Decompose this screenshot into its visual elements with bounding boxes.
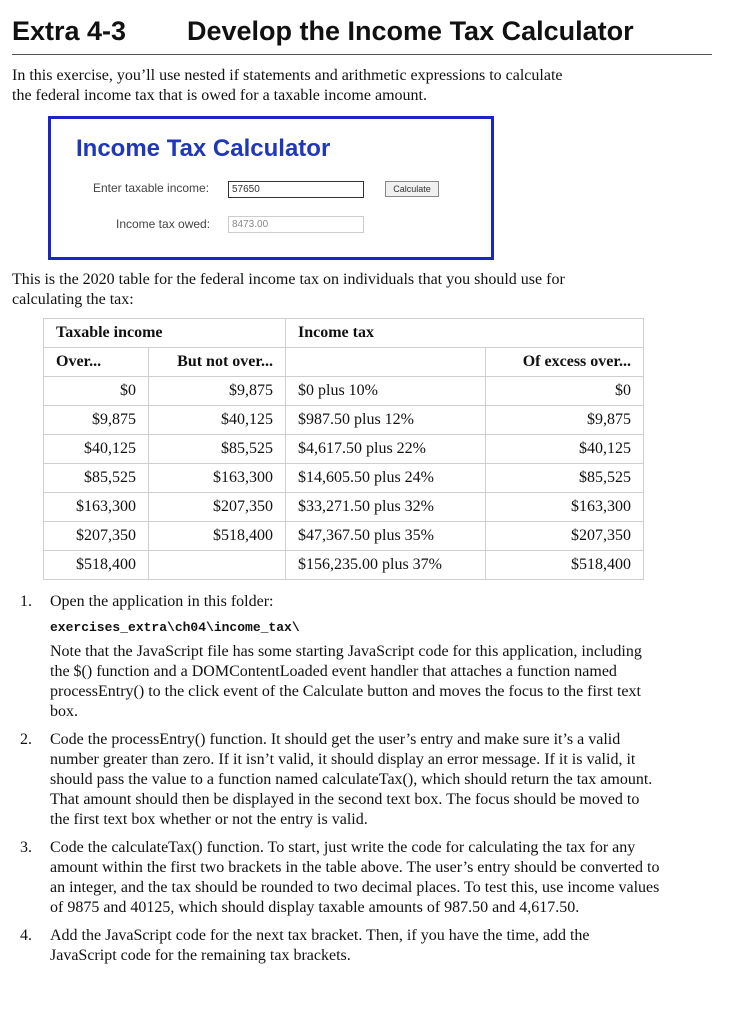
step-text: Add the JavaScript code for the next tax bracket. Then, if you have the time, add the JavaScript code for the remaining tax brackets.	[50, 927, 590, 964]
table-row	[44, 377, 644, 406]
table-row	[44, 406, 644, 435]
not-over-cell: $518,400	[149, 522, 286, 551]
exercise-number: Extra 4-3	[12, 16, 127, 46]
step-text: Code the calculateTax() function. To start, just write the code for calculating the tax for any amount within the first two brackets in the table above. The user’s entry should be converted to an integer, and the tax should be rounded to two decimal places. To test this, use income values of 9875 and 40125, which should display taxable amounts of 987.50 and 4,617.50.	[50, 839, 660, 916]
calculate-button[interactable]: Calculate	[385, 181, 439, 197]
tax-cell: $156,235.00 plus 37%	[286, 551, 486, 580]
not-over-cell: $207,350	[149, 493, 286, 522]
over-cell: $40,125	[44, 435, 149, 464]
income-tax-calculator-app	[48, 116, 494, 260]
step-4	[20, 926, 660, 966]
step-text: Code the processEntry() function. It should get the user’s entry and make sure it’s a valid number greater than zero. If it isn’t valid, it should display an error message. If it is valid, it should pass the value to a function named calculateTax(), which should return the tax amount. That amount should then be displayed in the second text box. The focus should be moved to the first text box whether or not the entry is valid.	[50, 731, 653, 828]
tax-cell: $987.50 plus 12%	[286, 406, 486, 435]
over-column-header: Over...	[44, 348, 149, 377]
income-label: Enter taxable income:	[93, 181, 210, 195]
tax-owed-output	[228, 216, 364, 233]
exercise-title: Develop the Income Tax Calculator	[187, 16, 634, 46]
table-group-header-row	[44, 319, 644, 348]
tax-cell: $33,271.50 plus 32%	[286, 493, 486, 522]
table-intro-paragraph: This is the 2020 table for the federal income tax on individuals that you should use for calculating the tax:	[12, 271, 565, 308]
excess-cell: $518,400	[486, 551, 644, 580]
not-over-cell: $9,875	[149, 377, 286, 406]
not-over-cell: $163,300	[149, 464, 286, 493]
not-over-cell: $85,525	[149, 435, 286, 464]
instruction-steps	[20, 592, 660, 974]
not-over-column-header: But not over...	[149, 348, 286, 377]
intro-paragraph: In this exercise, you’ll use nested if statements and arithmetic expressions to calculate the federal income tax that is owed for a taxable income amount.	[12, 67, 563, 104]
step-text: Open the application in this folder:	[50, 593, 274, 610]
over-cell: $85,525	[44, 464, 149, 493]
taxable-income-input[interactable]	[228, 181, 364, 198]
table-row	[44, 493, 644, 522]
over-cell: $207,350	[44, 522, 149, 551]
tax-owed-label: Income tax owed:	[116, 217, 211, 231]
over-cell: $9,875	[44, 406, 149, 435]
step-number: 1.	[20, 593, 32, 610]
table-row	[44, 522, 644, 551]
step-2	[20, 730, 660, 830]
excess-cell: $0	[486, 377, 644, 406]
excess-cell: $207,350	[486, 522, 644, 551]
over-cell: $163,300	[44, 493, 149, 522]
tax-cell: $47,367.50 plus 35%	[286, 522, 486, 551]
tax-cell: $14,605.50 plus 24%	[286, 464, 486, 493]
tax-cell: $0 plus 10%	[286, 377, 486, 406]
table-row	[44, 551, 644, 580]
step-number: 2.	[20, 731, 32, 748]
heading-rule	[12, 54, 712, 55]
not-over-cell	[149, 551, 286, 580]
step-note: Note that the JavaScript file has some starting JavaScript code for this application, including the $() function and a DOMContentLoaded event handler that attaches a function named processEntry() to the click event of the Calculate button and moves the focus to the first text box.	[50, 643, 642, 720]
excess-cell: $9,875	[486, 406, 644, 435]
tax-column-header	[286, 348, 486, 377]
step-3	[20, 838, 660, 918]
over-cell: $0	[44, 377, 149, 406]
exercise-heading	[12, 16, 712, 47]
step-1	[20, 592, 660, 722]
over-cell: $518,400	[44, 551, 149, 580]
folder-path: exercises_extra\ch04\income_tax\	[50, 620, 300, 635]
not-over-cell: $40,125	[149, 406, 286, 435]
excess-cell: $40,125	[486, 435, 644, 464]
table-column-header-row	[44, 348, 644, 377]
excess-cell: $85,525	[486, 464, 644, 493]
step-number: 4.	[20, 927, 32, 944]
step-number: 3.	[20, 839, 32, 856]
tax-bracket-table	[43, 318, 644, 580]
excess-column-header: Of excess over...	[486, 348, 644, 377]
app-title: Income Tax Calculator	[76, 135, 331, 162]
excess-cell: $163,300	[486, 493, 644, 522]
tax-cell: $4,617.50 plus 22%	[286, 435, 486, 464]
income-tax-header: Income tax	[286, 319, 644, 348]
table-row	[44, 464, 644, 493]
taxable-income-header: Taxable income	[44, 319, 286, 348]
table-row	[44, 435, 644, 464]
